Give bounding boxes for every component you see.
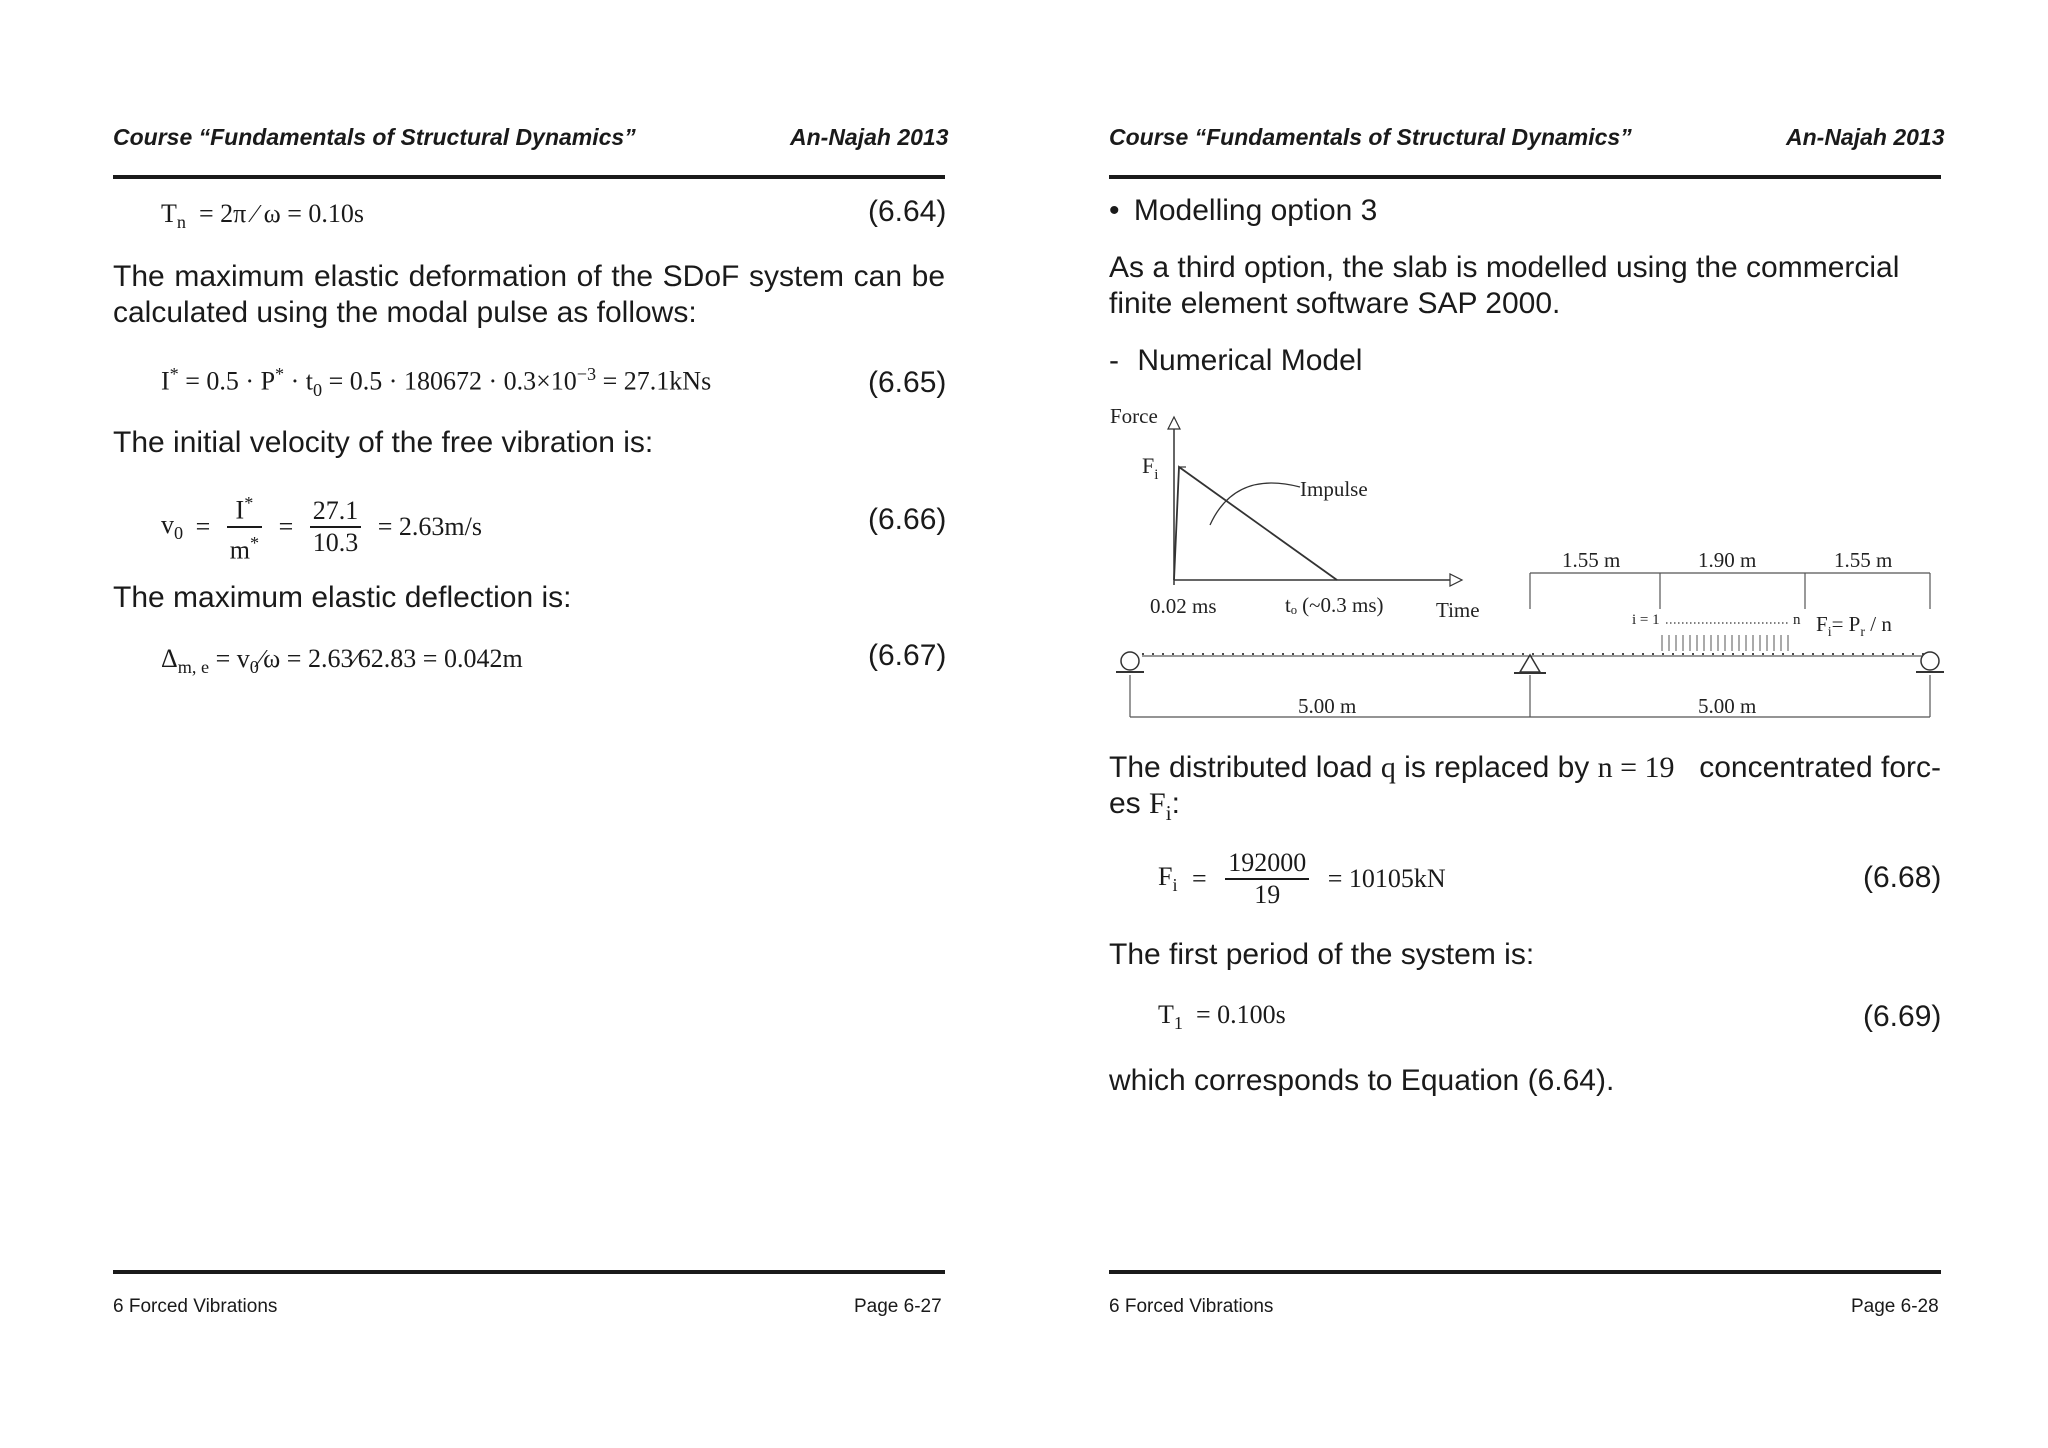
equation-6-67: $\Delta_{m, e}$ = $v_0∕\omega$ = 2.63∕62.83 = 0.042m	[161, 644, 523, 678]
left-footer-page: Page 6-27	[854, 1296, 942, 1317]
dim-top-right: 1.55 m	[1834, 548, 1893, 572]
right-paragraph-1: As a third option, the slab is modelled using the commercial finite element software SAP 2000.	[1109, 251, 1900, 320]
left-paragraph-2: The initial velocity of the free vibration is:	[113, 426, 654, 459]
equation-6-65: $I^* = 0.5 \cdot P^* \cdot t_0 = 0.5 \cdot 180672 \cdot 0.3\times 10^{-3} = 27.1kNs$	[161, 364, 712, 400]
bullet-modelling-option	[1109, 193, 1377, 229]
impulse-label: Impulse	[1300, 477, 1368, 501]
numerical-model-diagram	[1100, 395, 1950, 725]
dash-numerical-model	[1109, 343, 1362, 379]
span-left-label: 5.00 m	[1298, 694, 1357, 718]
concentrated-loads	[1632, 612, 1892, 651]
left-roller-support	[1116, 652, 1144, 672]
right-paragraph-3: The first period of the system is:	[1109, 938, 1535, 971]
time-axis-label: Time	[1436, 598, 1480, 622]
left-header-course: Course “Fundamentals of Structural Dynamics”	[113, 124, 636, 150]
n-label: n	[1793, 612, 1801, 628]
fi-label: $F_i$	[1142, 453, 1159, 483]
span-right-label: 5.00 m	[1698, 694, 1757, 718]
right-header-course: Course “Fundamentals of Structural Dynamics”	[1109, 124, 1632, 150]
left-header-rule	[113, 175, 945, 179]
i-label: i = 1	[1632, 612, 1660, 628]
bullet-text: Modelling option 3	[1133, 194, 1378, 227]
time-axis-arrow	[1450, 574, 1462, 586]
left-footer-rule	[113, 1270, 945, 1274]
top-dimension	[1530, 548, 1930, 609]
equation-number-6-67: (6.67)	[868, 639, 947, 672]
left-paragraph-3: The maximum elastic deflection is:	[113, 581, 572, 614]
equation-number-6-65: (6.65)	[868, 366, 947, 399]
equation-number-6-68: (6.68)	[1863, 861, 1942, 894]
left-header-institution: An-Najah 2013	[790, 124, 949, 150]
left-paragraph-1: The maximum elastic deformation of the SDoF system can be calculated using the modal pulse as follows:	[113, 260, 945, 329]
force-axis-arrow	[1168, 417, 1180, 429]
force-axis-label: Force	[1110, 404, 1158, 428]
impulse-leader	[1210, 483, 1300, 525]
right-paragraph-2: The distributed load q is replaced by n = 19 concentrated forc- es $F_i$:	[1109, 751, 1941, 825]
right-header-institution: An-Najah 2013	[1786, 124, 1945, 150]
right-header-rule	[1109, 175, 1941, 179]
right-footer-page: Page 6-28	[1851, 1296, 1939, 1317]
middle-pin-support	[1514, 655, 1546, 673]
dim-top-middle: 1.90 m	[1698, 548, 1757, 572]
t1-label: 0.02 ms	[1150, 594, 1217, 618]
equation-number-6-69: (6.69)	[1863, 1000, 1942, 1033]
slab-beam	[1142, 654, 1930, 656]
right-paragraph-4: which corresponds to Equation (6.64).	[1109, 1064, 1615, 1097]
bullet-marker: •	[1109, 194, 1120, 227]
equation-number-6-64: (6.64)	[868, 195, 947, 228]
equation-6-69: $T_1 = 0.100s$	[1158, 1000, 1286, 1034]
t0-label: tₒ (~0.3 ms)	[1285, 593, 1384, 617]
dash-marker: -	[1109, 344, 1119, 377]
dim-top-left: 1.55 m	[1562, 548, 1621, 572]
equation-number-6-66: (6.66)	[868, 503, 947, 536]
equation-6-64: $T_n = 2\pi$ ∕ ω = 0.10s	[161, 199, 365, 233]
impulse-plot	[1110, 404, 1480, 622]
equation-6-68: $F_i$ = $\frac{192000}{19}$ = 10105kN	[1158, 848, 1446, 909]
left-footer-chapter: 6 Forced Vibrations	[113, 1296, 278, 1317]
right-roller-support	[1916, 652, 1944, 672]
fi-formula: $F_i= P_r / n$	[1816, 612, 1892, 640]
dash-text: Numerical Model	[1137, 344, 1363, 377]
right-footer-chapter: 6 Forced Vibrations	[1109, 1296, 1274, 1317]
equation-6-66: $v_0$ = $\frac{I^*}{m^*}$ = $\frac{27.1}{10.3}$ = 2.63m/s	[161, 488, 482, 565]
bottom-dimension	[1130, 675, 1930, 718]
right-footer-rule	[1109, 1270, 1941, 1274]
